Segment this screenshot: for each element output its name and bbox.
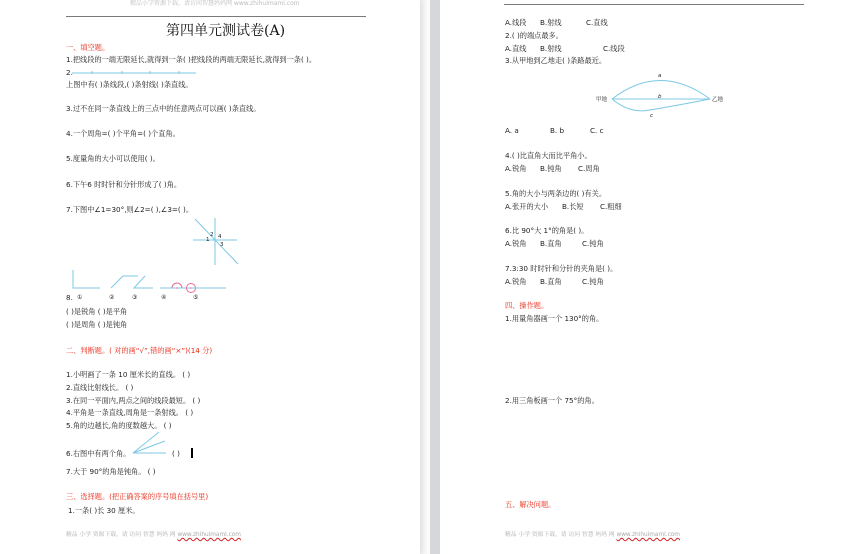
svg-text:3: 3 bbox=[220, 242, 224, 248]
q1-option-a: A.线段 bbox=[505, 18, 527, 27]
q1-option-c: C.直线 bbox=[586, 18, 608, 27]
footer-watermark-right: 精品 小学 资源下载，请 访问 智慧 妈妈 网 www.zhihuimami.com bbox=[505, 532, 680, 538]
judge-item-1: 1.小明画了一条 10 厘米长的直线。 ( ) bbox=[66, 370, 191, 379]
section-5-heading: 五、解决问题。 bbox=[505, 500, 556, 509]
q3-option-c: C. c bbox=[590, 126, 604, 135]
question-1-5: 5.度量角的大小可以使用( )。 bbox=[66, 154, 160, 163]
figure-label-1: ① bbox=[77, 294, 83, 301]
question-1-6: 6.下午6 时时针和分针形成了( )角。 bbox=[66, 180, 182, 189]
figure-label-3: ③ bbox=[132, 294, 138, 301]
q2-option-c: C.线段 bbox=[603, 44, 625, 53]
choice-question-3: 3.从甲地到乙地走( )条路最近。 bbox=[505, 56, 607, 65]
choice-question-4: 4.( )比直角大而比平角小。 bbox=[505, 151, 592, 160]
q4-option-a: A.锐角 bbox=[505, 164, 527, 173]
judge-item-5: 5.角的边越长,角的度数越大。 ( ) bbox=[66, 421, 172, 430]
route-figure bbox=[596, 70, 730, 120]
question-1-7: 7.下图中∠1=30°,则∠2=( ),∠3=( )。 bbox=[66, 205, 194, 214]
document-page-left bbox=[0, 0, 420, 554]
figure-label-5: ⑤ bbox=[193, 294, 199, 301]
q1-option-b: B.射线 bbox=[540, 18, 562, 27]
choice-question-5: 5.角的大小与两条边的( )有关。 bbox=[505, 189, 607, 198]
question-1-1: 1.把线段的一端无限延长,就得到一条( )把线段的两端无限延长,就得到一条( )。 bbox=[66, 55, 317, 64]
page-gap-shadow bbox=[420, 0, 430, 554]
svg-text:2: 2 bbox=[210, 232, 214, 238]
operation-question-2: 2.用三角板画一个 75°的角。 bbox=[505, 396, 599, 405]
choice-question-6: 6.比 90°大 1°的角是( )。 bbox=[505, 226, 589, 235]
judge-item-2: 2.直线比射线长。 ( ) bbox=[66, 383, 134, 392]
svg-text:4: 4 bbox=[218, 234, 222, 240]
header-watermark: 精品小学资源下载，请访问智慧妈妈网 www.zhihuimami.com bbox=[130, 0, 300, 7]
svg-text:c: c bbox=[650, 113, 654, 119]
q6-option-a: A.锐角 bbox=[505, 239, 527, 248]
q5-option-c: C.粗细 bbox=[600, 202, 622, 211]
footer-watermark-left: 精品 小学 资源下载，请 访问 智慧 妈妈 网 www.zhihuimami.com bbox=[66, 532, 241, 538]
document-page-right bbox=[440, 0, 864, 554]
section-4-heading: 四、操作题。 bbox=[505, 301, 549, 310]
svg-text:a: a bbox=[658, 73, 662, 79]
q2-option-b: B.射线 bbox=[540, 44, 562, 53]
judge-item-4: 4.平角是一条直线,周角是一条射线。 ( ) bbox=[66, 408, 194, 417]
page-separator bbox=[430, 0, 440, 554]
section-3-heading: 三、选择题。(把正确答案的序号填在括号里) bbox=[66, 492, 209, 501]
question-1-2: 上图中有( )条线段,( )条射线( )条直线。 bbox=[66, 80, 193, 89]
q7-option-b: B.直角 bbox=[540, 277, 562, 286]
q3-option-a: A. a bbox=[505, 126, 519, 135]
q6-option-c: C.钝角 bbox=[582, 239, 604, 248]
number-line-figure bbox=[72, 70, 202, 76]
svg-text:乙地: 乙地 bbox=[712, 97, 724, 103]
footer-url-left[interactable]: www.zhihuimami.com bbox=[177, 532, 241, 538]
question-1-2-label: 2. bbox=[66, 68, 73, 77]
footer-url-right[interactable]: www.zhihuimami.com bbox=[616, 532, 680, 538]
q7-option-c: C.钝角 bbox=[582, 277, 604, 286]
question-1-8-line2: ( )是周角 ( )是钝角 bbox=[66, 320, 128, 329]
q4-option-c: C.周角 bbox=[578, 164, 600, 173]
question-1-4: 4.一个周角=( )个平角=( )个直角。 bbox=[66, 129, 180, 138]
section-2-heading: 二、判断题。( 对的画“√”,错的画“×”)(14 分) bbox=[66, 346, 213, 355]
choice-question-7: 7.3:30 时时针和分针的夹角是( )。 bbox=[505, 264, 618, 273]
svg-text:b: b bbox=[658, 94, 662, 100]
text-cursor bbox=[191, 448, 193, 458]
page-title: 第四单元测试卷(A) bbox=[166, 23, 286, 39]
figure-label-4: ④ bbox=[161, 294, 167, 301]
question-1-8-label: 8. bbox=[66, 293, 73, 302]
operation-question-1: 1.用量角器画一个 130°的角。 bbox=[505, 314, 604, 323]
header-rule-right bbox=[504, 4, 804, 5]
svg-text:甲地: 甲地 bbox=[596, 97, 608, 103]
judge-item-7: 7.大于 90°的角是钝角。 ( ) bbox=[66, 467, 156, 476]
two-angles-figure bbox=[133, 430, 168, 455]
q7-option-a: A.锐角 bbox=[505, 277, 527, 286]
choice-question-2: 2.( )的端点最多。 bbox=[505, 31, 563, 40]
q6-option-b: B.直角 bbox=[540, 239, 562, 248]
q5-option-a: A.张开的大小 bbox=[505, 202, 549, 211]
q4-option-b: B.钝角 bbox=[540, 164, 562, 173]
judge-item-6: 6.右图中有两个角。 bbox=[66, 449, 131, 458]
judge-item-3: 3.在同一平面内,两点之间的线段最短。 ( ) bbox=[66, 396, 201, 405]
q5-option-b: B.长短 bbox=[562, 202, 584, 211]
section-1-heading: 一、填空题。 bbox=[66, 43, 110, 52]
q3-option-b: B. b bbox=[550, 126, 565, 135]
judge-item-6-bracket: ( ) bbox=[172, 449, 180, 458]
svg-text:1: 1 bbox=[206, 237, 210, 243]
figure-label-2: ② bbox=[109, 294, 115, 301]
q2-option-a: A.直线 bbox=[505, 44, 527, 53]
question-1-8-line1: ( )是锐角 ( )是平角 bbox=[66, 307, 128, 316]
choice-question-1: 1.一条( )长 30 厘米。 bbox=[68, 506, 140, 515]
header-rule bbox=[66, 16, 366, 17]
question-1-3: 3.过不在同一条直线上的三点中的任意两点可以画( )条直线。 bbox=[66, 104, 261, 113]
angle-figure-q7 bbox=[193, 218, 243, 268]
